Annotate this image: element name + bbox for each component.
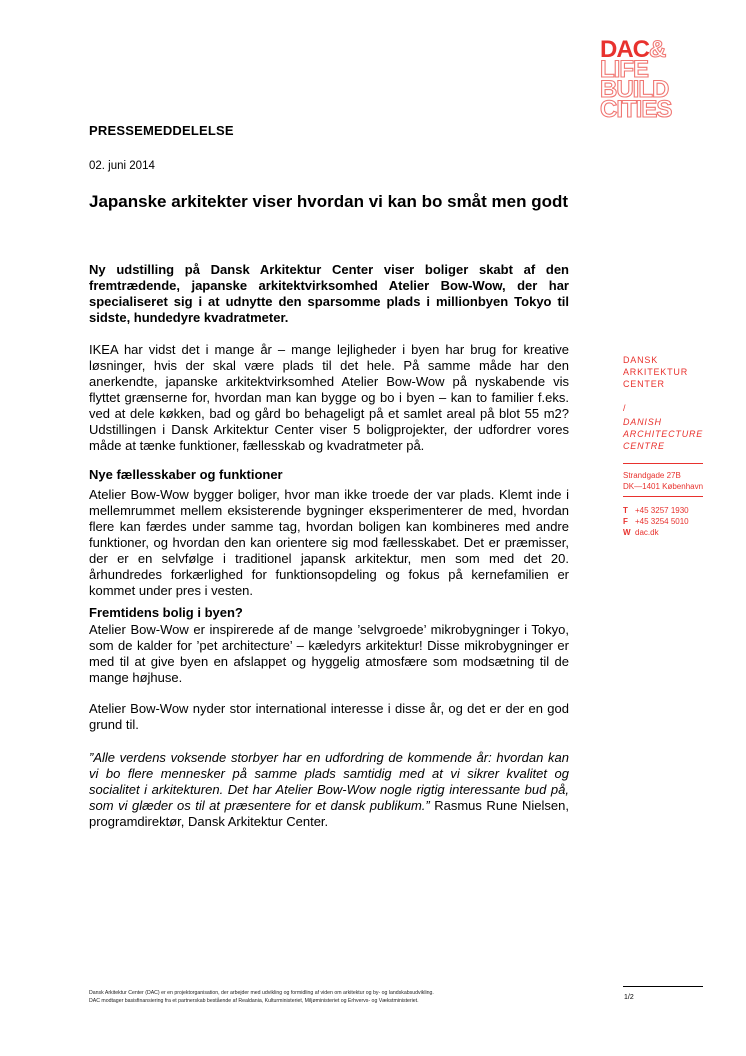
phone-label: T xyxy=(623,506,628,515)
fax-label: F xyxy=(623,517,628,526)
fax-number: +45 3254 5010 xyxy=(635,517,689,526)
footer-divider xyxy=(623,986,703,987)
footer-line-2: DAC modtager basisfinansiering fra et partnerskab bestående af Realdania, Kulturministeriet, Miljøministeriet og Erhvervs- og Vækstministeriet. xyxy=(89,998,419,1004)
paragraph-1: IKEA har vidst det i mange år – mange lejligheder i byen har brug for kreative løsninger, hvis der skal være plads til det hele. På samme måde har den anerkendte, japanske arkitektvirksomhed Atelier Bow-Wow på nyskabende vis flyttet grænserne for, hvordan man kan bygge og bo i byen – kan to familier f.eks. ved at dele køkken, bad og gård bo behageligt på et samlet areal på blot 55 m2? Udstillingen i Dansk Arkitektur Center viser 5 boligprojekter, der udfordrer vores måde at tænke funktioner, fællesskab og kvadratmeter på. xyxy=(89,342,569,453)
page-number: 1/2 xyxy=(624,994,634,1001)
quote-text: ”Alle verdens voksende storbyer har en udfordring de kommende år: hvordan kan vi bo flere mennesker på samme plads samtidig med at vi sikrer kvalitet og socialitet i arkitekturen. Det har Atelier Bow-Wow nogle rigtig interessante bud på, som vi glæder os til at præsentere for et dansk publikum.” xyxy=(89,750,569,813)
logo-amp: & xyxy=(649,36,666,63)
footer-text xyxy=(89,989,589,1005)
logo-dac: DAC xyxy=(600,36,649,63)
sidebar-contact xyxy=(623,505,689,538)
sidebar-en-2: ARCHITECTURE xyxy=(623,429,704,439)
quote-attribution: Rasmus Rune Nielsen, programdirektør, Dansk Arkitektur Center. xyxy=(89,798,569,829)
sidebar-dk-3: CENTER xyxy=(623,379,665,389)
logo-life: LIFE xyxy=(600,56,648,83)
dac-logo xyxy=(600,36,710,123)
phone-number: +45 3257 1930 xyxy=(635,506,689,515)
address-line-1: Strandgade 27B xyxy=(623,471,681,480)
quote-paragraph xyxy=(89,750,569,830)
subheading-1: Nye fællesskaber og funktioner xyxy=(89,467,283,482)
address-line-2: DK—1401 København xyxy=(623,482,704,491)
lead-paragraph: Ny udstilling på Dansk Arkitektur Center viser boliger skabt af den fremtrædende, japanske arkitektvirksomhed Atelier Bow-Wow, der har specialiseret sig i at udnytte den sparsomme plads i millionbyen Tokyo til sidste, hundedyre kvadratmeter. xyxy=(89,262,569,325)
sidebar-slash: / xyxy=(623,403,627,413)
sidebar-dk-1: DANSK xyxy=(623,355,659,365)
fax-row xyxy=(623,516,689,527)
document-heading: PRESSEMEDDELELSE xyxy=(89,123,234,138)
web-row xyxy=(623,527,689,538)
logo-build: BUILD xyxy=(600,76,669,103)
phone-row xyxy=(623,505,689,516)
sidebar-dk-2: ARKITEKTUR xyxy=(623,367,689,377)
paragraph-3: Atelier Bow-Wow er inspirerede af de mange ’selvgroede’ mikrobygninger i Tokyo, som de kalder for ’pet architecture’ – kæledyrs arkitektur! Disse mikrobygninger er med til at give byen en afslappet og hyggelig atmosfære som modsætning til de mange højhuse. xyxy=(89,622,569,685)
sidebar-divider-1 xyxy=(623,463,703,464)
sidebar-divider-2 xyxy=(623,496,703,497)
logo-cities: CITIES xyxy=(600,96,672,123)
web-label: W xyxy=(623,528,631,537)
document-title: Japanske arkitekter viser hvordan vi kan bo småt men godt xyxy=(89,192,569,211)
subheading-2: Fremtidens bolig i byen? xyxy=(89,605,243,620)
footer-line-1: Dansk Arkitektur Center (DAC) er en projektorganisation, der arbejder med udvikling og formidling af viden om arkitektur og by- og landskabsudvikling. xyxy=(89,990,434,996)
web-link[interactable]: dac.dk xyxy=(635,528,659,537)
paragraph-2: Atelier Bow-Wow bygger boliger, hvor man ikke troede der var plads. Klemt inde i mellemrummet mellem eksisterende bygninger eksperimenterer de med, hvordan flere kan færdes under samme tag, hvordan boligen kan kombineres med andre funktioner, og hvordan den kan orientere sig mod fællesskabet. Det er præmisser, der er en selvfølge i traditionel japansk arkitektur, men som med det 20. århundredes forkærlighed for funktionsopdeling og fokus på kernefamilien er kommet under pres i vesten. xyxy=(89,487,569,598)
document-date: 02. juni 2014 xyxy=(89,160,155,172)
sidebar-en-3: CENTRE xyxy=(623,441,665,451)
sidebar-en-1: DANISH xyxy=(623,417,662,427)
sidebar-address xyxy=(623,470,703,492)
sidebar-name-en xyxy=(623,416,703,452)
sidebar-name-dk xyxy=(623,354,688,390)
paragraph-4: Atelier Bow-Wow nyder stor international interesse i disse år, og det er der en god grund til. xyxy=(89,701,569,732)
